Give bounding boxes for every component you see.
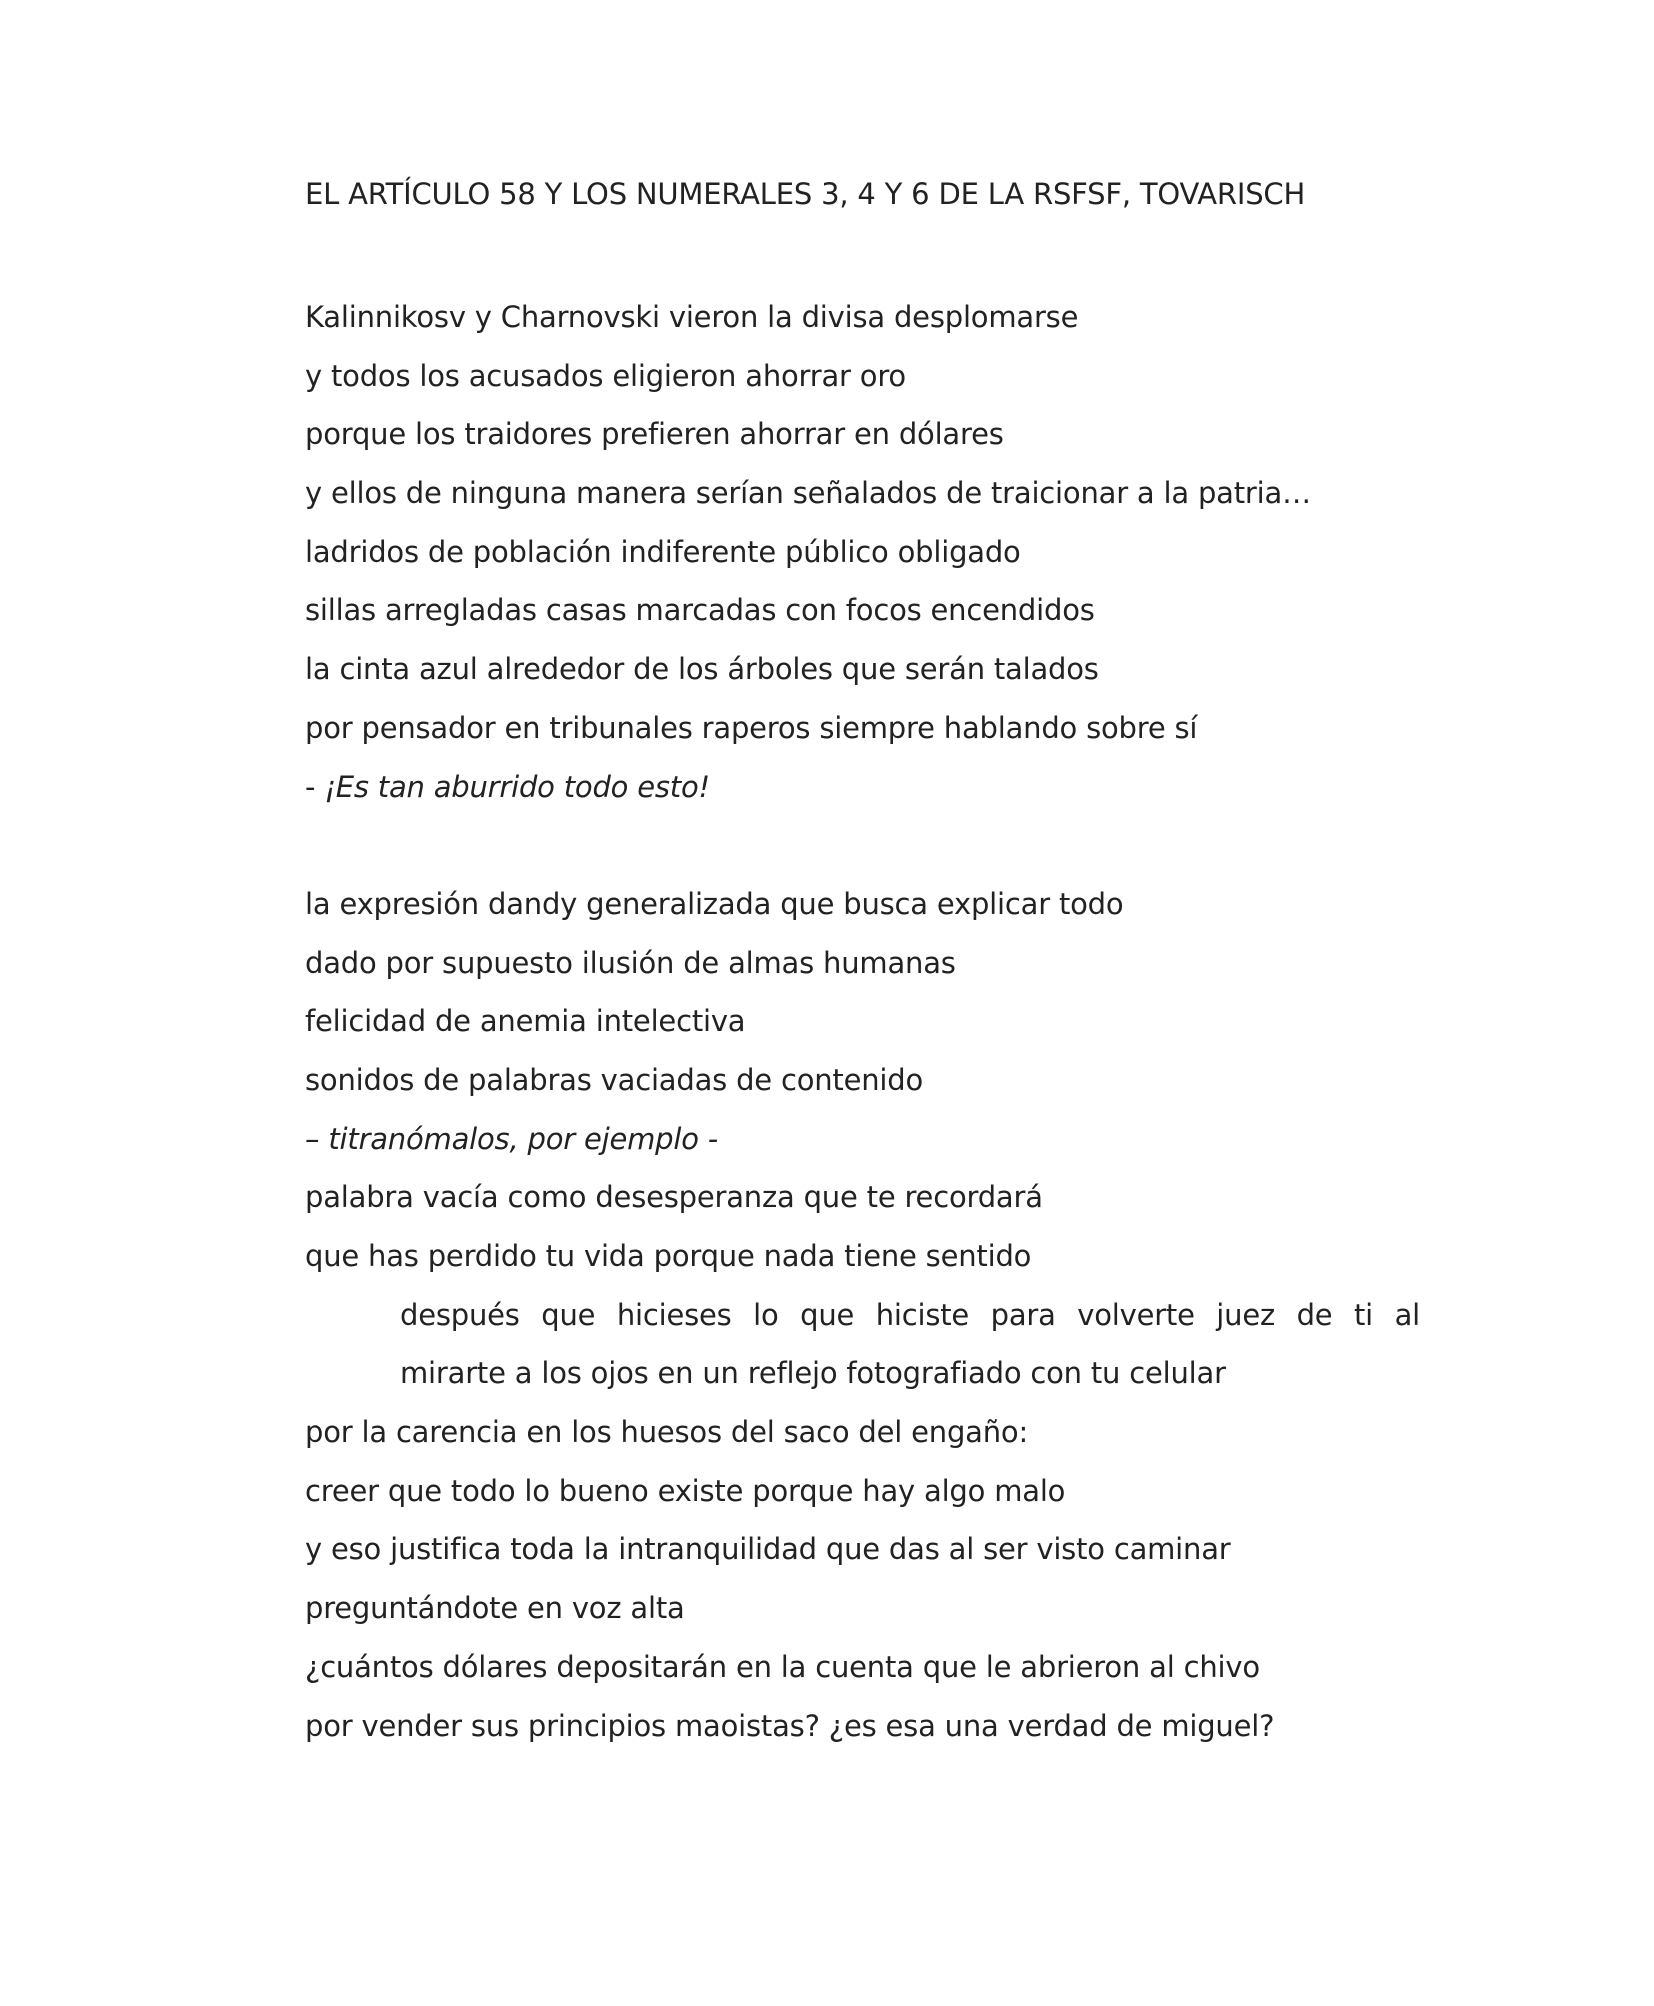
poem-line: ¿cuántos dólares depositarán en la cuenta que le abrieron al chivo — [305, 1649, 1260, 1684]
dialogue-italic-text: ¡Es tan aburrido todo esto! — [324, 769, 710, 804]
poem-body — [305, 288, 1420, 1755]
dialogue-dash: - — [305, 769, 325, 804]
poem-line: que has perdido tu vida porque nada tiene sentido — [305, 1239, 1032, 1273]
poem-line: y eso justifica toda la intranquilidad que das al ser visto caminar — [305, 1532, 1231, 1567]
poem-line: por la carencia en los huesos del saco del engaño: — [305, 1415, 1029, 1450]
poem-line: sonidos de palabras vaciadas de contenido — [305, 1062, 924, 1097]
stanza-1 — [305, 288, 1420, 816]
poem-line: creer que todo lo bueno existe porque hay algo malo — [305, 1473, 1066, 1508]
poem-line: palabra vacía como desesperanza que te recordará — [305, 1180, 1043, 1215]
poem-line: ladridos de población indiferente público obligado — [305, 534, 1021, 569]
poem-line: la cinta azul alrededor de los árboles que serán talados — [305, 652, 1099, 687]
poem-indented-line: después que hicieses lo que hiciste para volverte juez de ti al — [400, 1297, 1420, 1332]
poem-line: Kalinnikosv y Charnovski vieron la divisa desplomarse — [305, 300, 1079, 334]
poem-line: y todos los acusados eligieron ahorrar oro — [305, 358, 906, 393]
poem-line: felicidad de anemia intelectiva — [305, 1004, 746, 1039]
poem-line: porque los traidores prefieren ahorrar en dólares — [305, 417, 1004, 452]
poem-line: sillas arregladas casas marcadas con focos encendidos — [305, 593, 1095, 628]
poem-title: EL ARTÍCULO 58 Y LOS NUMERALES 3, 4 Y 6 DE LA RSFSF, TOVARISCH — [305, 177, 1306, 211]
poem-line: dado por supuesto ilusión de almas humanas — [305, 945, 956, 980]
stanza-2 — [305, 875, 1420, 1755]
poem-italic-line: – titranómalos, por ejemplo - — [305, 1121, 719, 1156]
poem-line: por vender sus principios maoistas? ¿es esa una verdad de miguel? — [305, 1708, 1275, 1743]
poem-line: y ellos de ninguna manera serían señalados de traicionar a la patria… — [305, 476, 1311, 511]
dialogue-line — [305, 758, 1420, 817]
poem-line: por pensador en tribunales raperos siempre hablando sobre sí — [305, 710, 1198, 745]
poem-indented-line: mirarte a los ojos en un reflejo fotografiado con tu celular — [400, 1356, 1226, 1391]
poem-line: preguntándote en voz alta — [305, 1591, 685, 1626]
poem-line: la expresión dandy generalizada que busca explicar todo — [305, 886, 1124, 921]
